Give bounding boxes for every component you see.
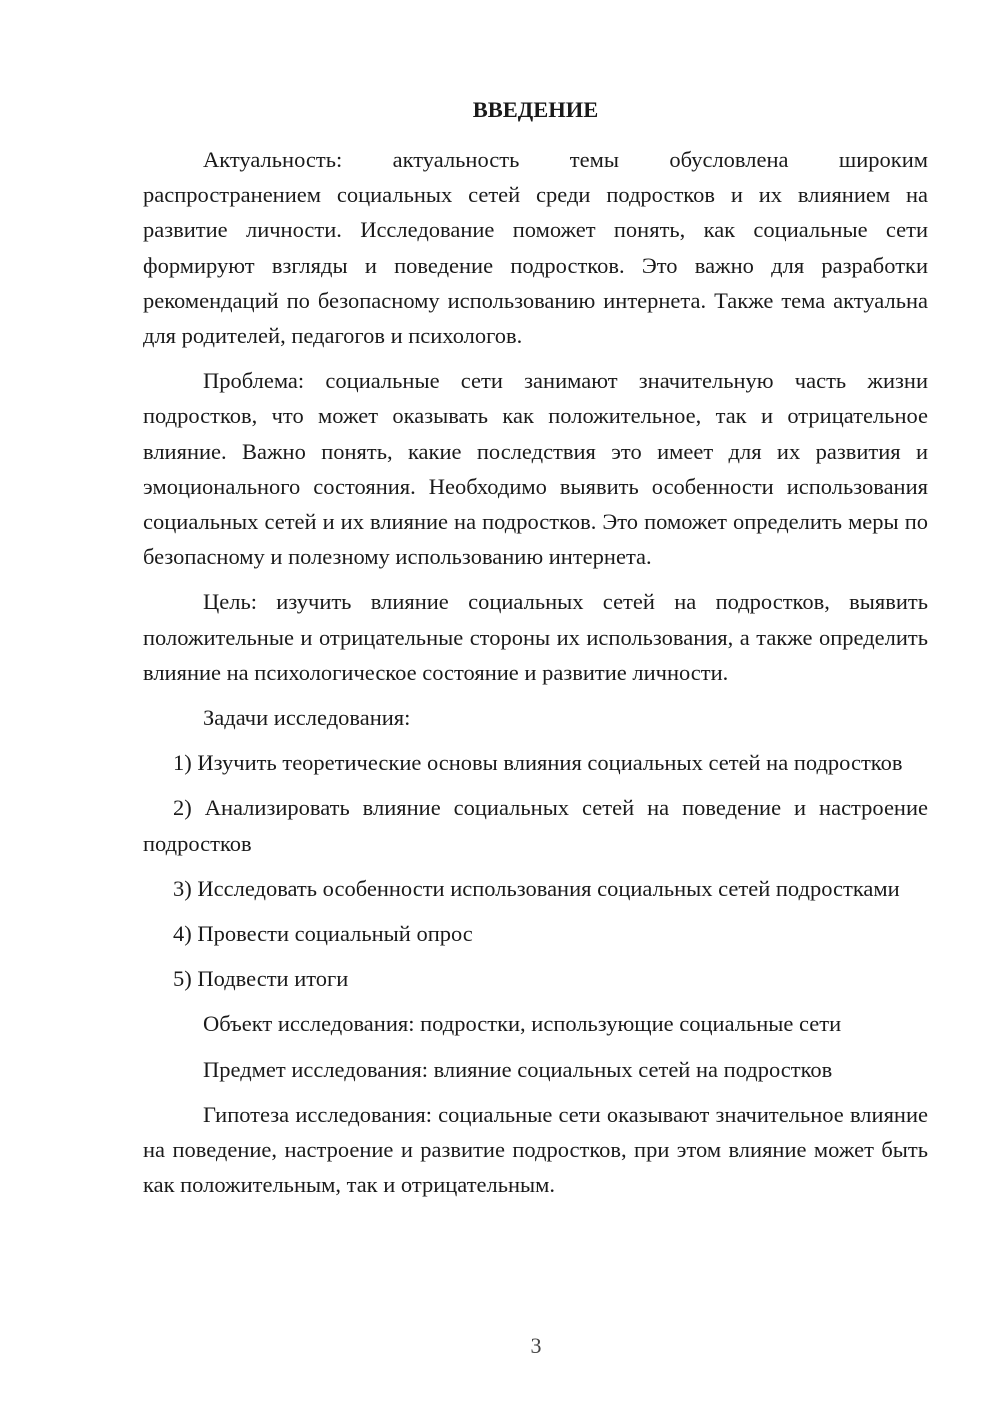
task-item-5: 5) Подвести итоги <box>173 966 349 992</box>
relevance-paragraph: Актуальность: актуальность темы обусловлена широким распространением социальных сетей среди подростков и их влиянием на развитие личности. Исследование поможет понять, как социальные сети формируют взгляды и поведение подростков. Это важно для разработки рекомендаций по безопасному использованию интернета. Также тема актуальна для родителей, педагогов и психологов. <box>143 147 928 349</box>
task-item-3: 3) Исследовать особенности использования социальных сетей подростками <box>173 875 900 901</box>
goal-paragraph: Цель: изучить влияние социальных сетей на подростков, выявить положительные и отрицательные стороны их использования, а также определить влияние на психологическое состояние и развитие личности. <box>143 589 928 685</box>
subject-paragraph: Предмет исследования: влияние социальных сетей на подростков <box>203 1056 833 1082</box>
hypothesis-paragraph: Гипотеза исследования: социальные сети оказывают значительное влияние на поведение, настроение и развитие подростков, при этом влияние может быть как положительным, так и отрицательным. <box>143 1101 928 1198</box>
task-item-1: 1) Изучить теоретические основы влияния социальных сетей на подростков <box>173 750 903 776</box>
document-body <box>143 92 928 1202</box>
task-item-4: 4) Провести социальный опрос <box>173 921 473 947</box>
section-heading: ВВЕДЕНИЕ <box>472 97 599 122</box>
page-number: 3 <box>530 1333 542 1358</box>
object-paragraph: Объект исследования: подростки, использующие социальные сети <box>203 1011 842 1037</box>
problem-paragraph: Проблема: социальные сети занимают значительную часть жизни подростков, что может оказывать как положительное, так и отрицательное влияние. Важно понять, какие последствия это имеет для их развития и эмоционального состояния. Необходимо выявить особенности использования социальных сетей и их влияние на подростков. Это поможет определить меры по безопасному и полезному использованию интернета. <box>143 368 928 570</box>
task-item-2: 2) Анализировать влияние социальных сетей на поведение и настроение подростков <box>143 795 928 856</box>
tasks-title: Задачи исследования: <box>203 705 411 731</box>
